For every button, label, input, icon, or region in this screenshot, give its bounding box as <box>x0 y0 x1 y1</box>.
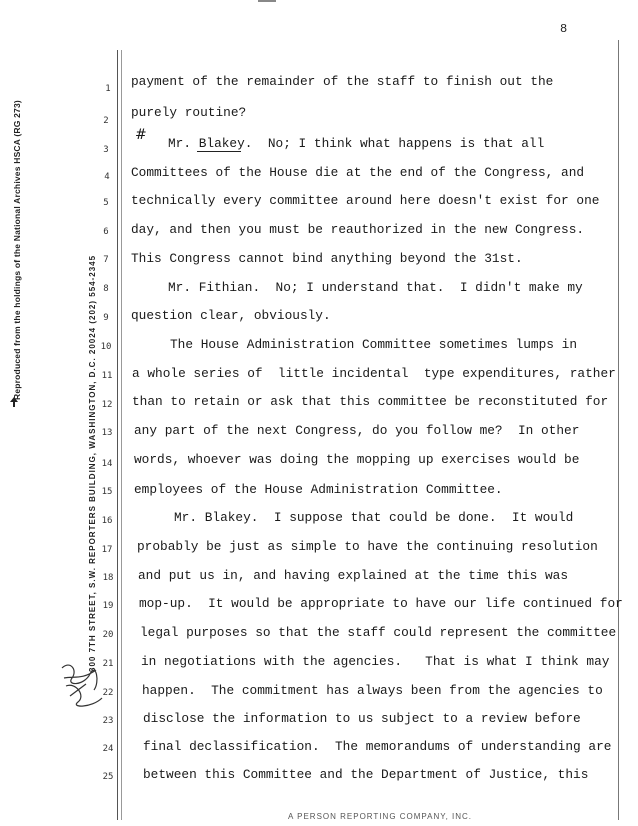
line-number: 24 <box>102 744 114 754</box>
left-margin-rule <box>117 50 118 820</box>
transcript-line: in negotiations with the agencies. That is what I think may <box>141 654 610 669</box>
transcript-line: This Congress cannot bind anything beyond the 31st. <box>131 251 523 266</box>
line-number: 22 <box>102 688 114 698</box>
line-number: 20 <box>102 630 114 640</box>
line-number: 18 <box>102 573 114 583</box>
line-number: 21 <box>102 659 114 669</box>
transcript-line: question clear, obviously. <box>131 308 331 323</box>
transcript-line: Committees of the House die at the end of the Congress, and <box>131 165 585 180</box>
archives-side-text: Reproduced from the holdings of the National Archives HSCA (RG 273) <box>12 100 22 400</box>
line-number: 17 <box>101 545 113 555</box>
reporting-company-footer: A PERSON REPORTING COMPANY, INC. <box>288 812 473 821</box>
transcript-line: words, whoever was doing the mopping up exercises would be <box>134 452 580 467</box>
line-number: 8 <box>103 284 109 294</box>
transcript-line: legal purposes so that the staff could represent the committee <box>140 625 617 640</box>
transcript-line: than to retain or ask that this committee be reconstituted for <box>132 394 609 409</box>
line-number: 1 <box>105 84 111 94</box>
line-number: 2 <box>103 116 109 126</box>
transcript-line: final declassification. The memorandums of understanding are <box>143 739 612 754</box>
transcript-line: Mr. Blakey. No; I think what happens is that all <box>168 136 545 151</box>
transcript-line: Mr. Blakey. I suppose that could be done. It would <box>174 510 574 525</box>
transcript-line: employees of the House Administration Committee. <box>134 482 503 497</box>
line-number: 19 <box>102 601 114 611</box>
line-number: 25 <box>102 772 114 782</box>
transcript-line: day, and then you must be reauthorized in the new Congress. <box>131 222 585 237</box>
transcript-line: disclose the information to us subject to a review before <box>143 711 581 726</box>
top-edge-mark <box>258 0 276 2</box>
transcript-line: happen. The commitment has always been from the agencies to <box>142 683 603 698</box>
transcript-line: The House Administration Committee sometimes lumps in <box>170 337 578 352</box>
transcript-line: purely routine? <box>131 105 247 120</box>
transcript-line: probably be just as simple to have the continuing resolution <box>137 539 598 554</box>
line-number: 14 <box>101 459 113 469</box>
transcript-line: technically every committee around here doesn't exist for one <box>131 193 600 208</box>
reporters-address-side-text: 300 7TH STREET, S.W. REPORTERS BUILDING, WASHINGTON, D.C. 20024 (202) 554-2345 <box>88 254 97 672</box>
line-number: 23 <box>102 716 114 726</box>
line-number: 15 <box>101 487 113 497</box>
line-number: 10 <box>100 342 112 352</box>
line-number: 12 <box>101 400 113 410</box>
handwritten-signature-icon <box>56 656 108 712</box>
transcript-line: payment of the remainder of the staff to finish out the <box>131 74 554 89</box>
transcript-line: mop-up. It would be appropriate to have our life continued for <box>139 596 623 611</box>
line-number: 13 <box>101 428 113 438</box>
right-margin-rule <box>618 40 619 820</box>
transcript-line: between this Committee and the Department of Justice, this <box>143 767 589 782</box>
line-number: 16 <box>101 516 113 526</box>
line-number: 5 <box>103 198 109 208</box>
transcript-line: any part of the next Congress, do you follow me? In other <box>134 423 580 438</box>
line-number: 7 <box>103 255 109 265</box>
handwritten-initials: # <box>135 127 147 143</box>
transcript-line: a whole series of little incidental type expenditures, rather <box>132 366 616 381</box>
transcript-line: Mr. Fithian. No; I understand that. I didn't make my <box>168 280 583 295</box>
line-number: 4 <box>104 172 110 182</box>
page-number: 8 <box>560 22 568 36</box>
line-number: 11 <box>101 371 113 381</box>
line-number: 6 <box>103 227 109 237</box>
line-number: 3 <box>103 145 109 155</box>
transcript-line: and put us in, and having explained at the time this was <box>138 568 569 583</box>
left-margin-rule-inner <box>121 50 122 820</box>
line-number: 9 <box>103 313 109 323</box>
